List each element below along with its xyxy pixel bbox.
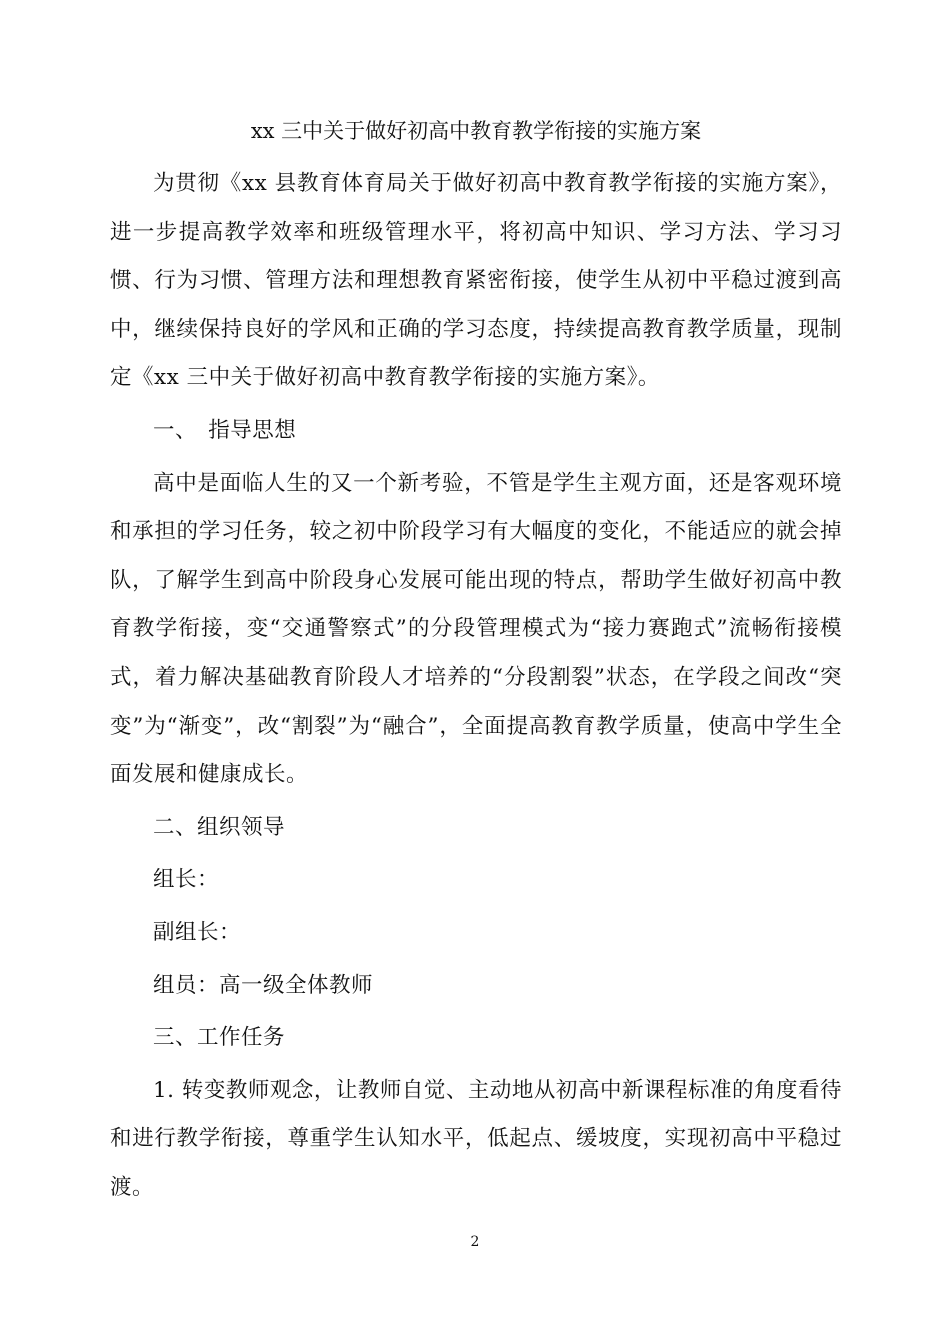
deputy-leader-line: 副组长： [153, 919, 242, 945]
guiding-thought-paragraph: 高中是面临人生的又一个新考验，不管是学生主观方面，还是客观环境和承担的学习任务，较之初中阶段学习有大幅度的变化，不能适应的就会掉队，了解学生到高中阶段身心发展可能出现的特点，帮助学生做好初高中教育教学衔接，变“交通警察式”的分段管理模式为“接力赛跑式”流畅衔接模式，着力解决基础教育阶段人才培养的“分段割裂”状态，在学段之间改“突变”为“渐变”，改“割裂”为“融合”，全面提高教育教学质量，使高中学生全面发展和健康成长。 [110, 470, 842, 788]
group-leader-line: 组长： [153, 867, 220, 893]
section-heading-guiding-thought: 一、 指导思想 [153, 417, 297, 443]
document-title: xx 三中关于做好初高中教育教学衔接的实施方案 [250, 119, 702, 143]
intro-paragraph: 为贯彻《xx 县教育体育局关于做好初高中教育教学衔接的实施方案》，进一步提高教学效率和班级管理水平，将初高中知识、学习方法、学习习惯、行为习惯、管理方法和理想教育紧密衔接，使学生从初中平稳过渡到高中，继续保持良好的学风和正确的学习态度，持续提高教育教学质量，现制定《xx 三中关于做好初高中教育教学衔接的实施方案》。 [110, 171, 842, 391]
task-item-1: 1. 转变教师观念，让教师自觉、主动地从初高中新课程标准的角度看待和进行教学衔接，尊重学生认知水平，低起点、缓坡度，实现初高中平稳过渡。 [110, 1077, 842, 1200]
section-heading-tasks: 三、工作任务 [153, 1025, 286, 1051]
group-members-line: 组员：高一级全体教师 [153, 972, 374, 998]
section-heading-organization: 二、组织领导 [153, 814, 286, 840]
document-body [110, 160, 842, 1216]
page-number: 2 [470, 1234, 480, 1250]
